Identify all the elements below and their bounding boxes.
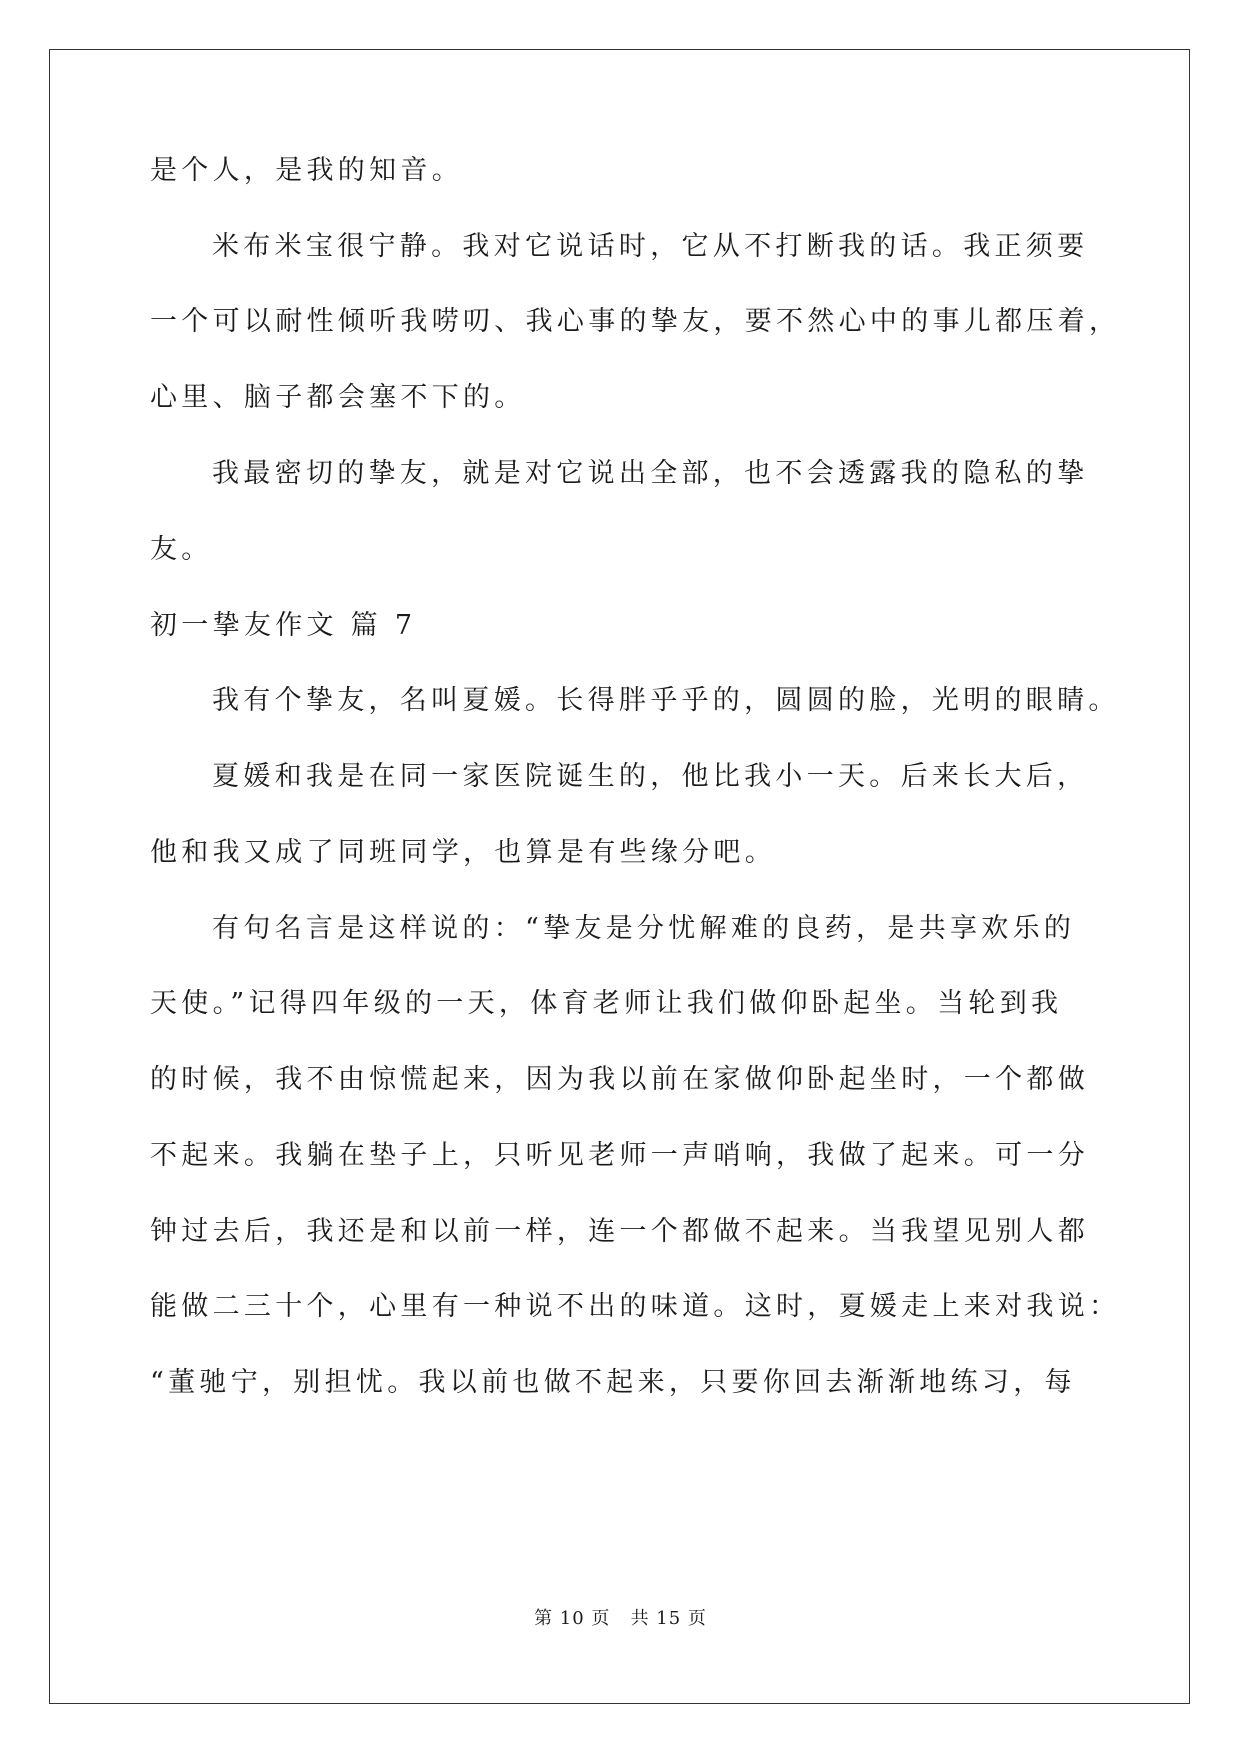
- paragraph-line: 米布米宝很宁静。我对它说话时，它从不打断我的话。我正须要: [212, 231, 1089, 262]
- paragraph-line: 他和我又成了同班同学，也算是有些缘分吧。: [150, 837, 776, 868]
- paragraph-line: 我最密切的挚友，就是对它说出全部，也不会透露我的隐私的挚: [212, 458, 1089, 489]
- paragraph-line: 不起来。我躺在垫子上，只听见老师一声哨响，我做了起来。可一分: [150, 1140, 1089, 1171]
- paragraph-line: 是个人，是我的知音。: [150, 155, 463, 186]
- paragraph-line: 有句名言是这样说的：“挚友是分忧解难的良药，是共享欢乐的: [212, 913, 1076, 944]
- paragraph-line: 友。: [150, 534, 213, 565]
- paragraph-line: 夏媛和我是在同一家医院诞生的，他比我小一天。后来长大后，: [212, 761, 1089, 792]
- paragraph-line: “董驰宁，别担忧。我以前也做不起来，只要你回去渐渐地练习，每: [150, 1367, 1076, 1398]
- paragraph-line: 天使。”记得四年级的一天，体育老师让我们做仰卧起坐。当轮到我: [150, 988, 1063, 1019]
- paragraph-line: 能做二三十个，心里有一种说不出的味道。这时，夏媛走上来对我说：: [150, 1291, 1121, 1322]
- section-heading: 初一挚友作文 篇 7: [150, 610, 417, 641]
- paragraph-line: 我有个挚友，名叫夏媛。长得胖乎乎的，圆圆的脸，光明的眼睛。: [212, 685, 1120, 716]
- paragraph-line: 一个可以耐性倾听我唠叨、我心事的挚友，要不然心中的事儿都压着，: [150, 306, 1121, 337]
- page-border: [49, 49, 1190, 1704]
- page-number: 第 10 页 共 15 页: [534, 1608, 707, 1629]
- paragraph-line: 的时候，我不由惊慌起来，因为我以前在家做仰卧起坐时，一个都做: [150, 1064, 1089, 1095]
- paragraph-line: 心里、脑子都会塞不下的。: [150, 382, 526, 413]
- paragraph-line: 钟过去后，我还是和以前一样，连一个都做不起来。当我望见别人都: [150, 1216, 1089, 1247]
